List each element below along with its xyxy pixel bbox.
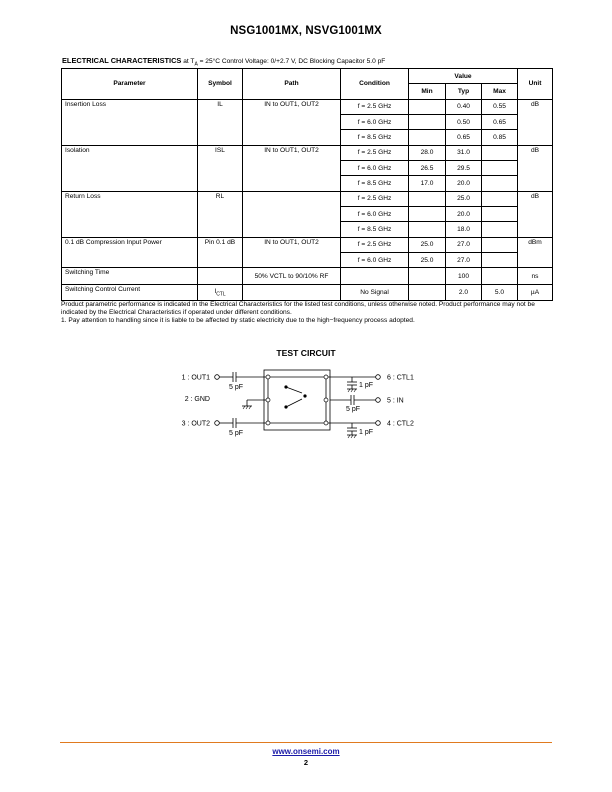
switch-arm-lower (286, 399, 302, 407)
typ-cell: 20.0 (446, 176, 482, 191)
condition-cell: f = 2.5 GHz (341, 145, 409, 160)
typ-cell: 27.0 (446, 237, 482, 252)
switch-common-contact (303, 394, 306, 397)
unit-cell: ns (518, 268, 553, 284)
label-ctl1: 6 : CTL1 (387, 374, 414, 382)
condition-cell: f = 2.5 GHz (341, 191, 409, 206)
pin-ctl1-terminal (376, 375, 381, 380)
note-performance: Product parametric performance is indicated in the Electrical Characteristics for the listed test conditions, unless otherwise noted. Product performance may not be indicated by the Electrical Characteristics if operated under different conditions. (61, 301, 535, 317)
label-in: 5 : IN (387, 397, 404, 405)
path-cell: 50% VCTL to 90/10% RF (243, 268, 341, 284)
condition-cell: f = 2.5 GHz (341, 237, 409, 252)
footer-website-link[interactable]: www.onsemi.com (272, 747, 340, 756)
symbol-cell: ISL (198, 145, 243, 191)
min-cell: 25.0 (409, 237, 446, 252)
label-out2: 3 : OUT2 (181, 420, 210, 428)
unit-cell: dBm (518, 237, 553, 268)
switch-arm-upper (286, 387, 302, 393)
footer-divider (60, 742, 552, 743)
label-out1: 1 : OUT1 (181, 374, 210, 382)
symbol-subscript: CTL (216, 291, 226, 298)
unit-cell: µA (518, 284, 553, 300)
condition-cell: f = 6.0 GHz (341, 161, 409, 176)
min-cell: 26.5 (409, 161, 446, 176)
header-unit: Unit (518, 69, 553, 100)
caption-heading: ELECTRICAL CHARACTERISTICS (62, 56, 182, 65)
pin-in-terminal (376, 398, 381, 403)
header-path: Path (243, 69, 341, 100)
param-switching-time: Switching Time (62, 268, 198, 284)
label-cap-out1: 5 pF (229, 384, 244, 391)
param-isolation: Isolation (62, 145, 198, 191)
page-number: 2 (303, 758, 309, 767)
typ-cell: 27.0 (446, 253, 482, 268)
max-cell: 0.55 (482, 99, 518, 114)
param-insertion-loss: Insertion Loss (62, 99, 198, 145)
min-cell: 25.0 (409, 253, 446, 268)
switch-device-box (264, 370, 330, 430)
node-out1 (266, 375, 270, 379)
path-cell: IN to OUT1, OUT2 (243, 99, 341, 145)
header-symbol: Symbol (198, 69, 243, 100)
param-compression: 0.1 dB Compression Input Power (62, 237, 198, 268)
node-gnd (266, 398, 270, 402)
typ-cell: 100 (446, 268, 482, 284)
min-cell: 28.0 (409, 145, 446, 160)
typ-cell: 0.40 (446, 99, 482, 114)
symbol-cell: Pin 0.1 dB (198, 237, 243, 268)
typ-cell: 0.50 (446, 115, 482, 130)
typ-cell: 20.0 (446, 207, 482, 222)
header-max: Max (482, 84, 518, 99)
node-in (324, 398, 328, 402)
symbol-main: I (214, 287, 217, 295)
param-return-loss: Return Loss (62, 191, 198, 237)
switch-contact-upper (284, 385, 287, 388)
typ-cell: 29.5 (446, 161, 482, 176)
switch-contact-lower (284, 405, 287, 408)
unit-cell: dB (518, 99, 553, 145)
header-parameter: Parameter (62, 69, 198, 100)
header-typ: Typ (446, 84, 482, 99)
circuit-title: TEST CIRCUIT (276, 348, 336, 358)
node-ctl1 (324, 375, 328, 379)
condition-cell: f = 8.5 GHz (341, 176, 409, 191)
condition-cell: f = 8.5 GHz (341, 222, 409, 237)
note-handling: 1. Pay attention to handling since it is liable to be affected by static electricity due to the high−frequency process adopted. (61, 317, 415, 325)
label-cap-out2: 5 pF (229, 430, 244, 437)
symbol-cell: IL (198, 99, 243, 145)
header-condition: Condition (341, 69, 409, 100)
pin-ctl2-terminal (376, 421, 381, 426)
unit-cell: dB (518, 191, 553, 237)
condition-cell: f = 6.0 GHz (341, 207, 409, 222)
pin-out2-terminal (215, 421, 220, 426)
symbol-cell: RL (198, 191, 243, 237)
condition-cell: f = 6.0 GHz (341, 115, 409, 130)
max-cell: 0.65 (482, 115, 518, 130)
caption-condition-text: = 25°C Control Voltage: 0/+2.7 V, DC Blocking Capacitor 5.0 pF (197, 58, 386, 65)
caption-condition-prefix: at T (181, 58, 195, 65)
label-cap-ctl2: 1 pF (359, 429, 374, 436)
unit-cell: dB (518, 145, 553, 191)
caption-subscript: A (194, 61, 198, 68)
condition-cell: f = 8.5 GHz (341, 130, 409, 145)
path-cell: IN to OUT1, OUT2 (243, 237, 341, 268)
label-cap-ctl1: 1 pF (359, 382, 374, 389)
node-ctl2 (324, 421, 328, 425)
typ-cell: 18.0 (446, 222, 482, 237)
typ-cell: 2.0 (446, 284, 482, 300)
label-ctl2: 4 : CTL2 (387, 420, 414, 428)
max-cell: 5.0 (482, 284, 518, 300)
path-cell: IN to OUT1, OUT2 (243, 145, 341, 191)
condition-cell: f = 6.0 GHz (341, 253, 409, 268)
label-gnd: 2 : GND (184, 396, 210, 403)
condition-cell: No Signal (341, 284, 409, 300)
typ-cell: 0.65 (446, 130, 482, 145)
max-cell: 0.85 (482, 130, 518, 145)
pin-out1-terminal (215, 375, 220, 380)
param-control-current: Switching Control Current (62, 284, 198, 300)
node-out2 (266, 421, 270, 425)
condition-cell: f = 2.5 GHz (341, 99, 409, 114)
min-cell: 17.0 (409, 176, 446, 191)
header-min: Min (409, 84, 446, 99)
document-title: NSG1001MX, NSVG1001MX (230, 25, 382, 37)
label-cap-in: 5 pF (346, 406, 361, 413)
header-value: Value (409, 69, 518, 84)
typ-cell: 31.0 (446, 145, 482, 160)
typ-cell: 25.0 (446, 191, 482, 206)
